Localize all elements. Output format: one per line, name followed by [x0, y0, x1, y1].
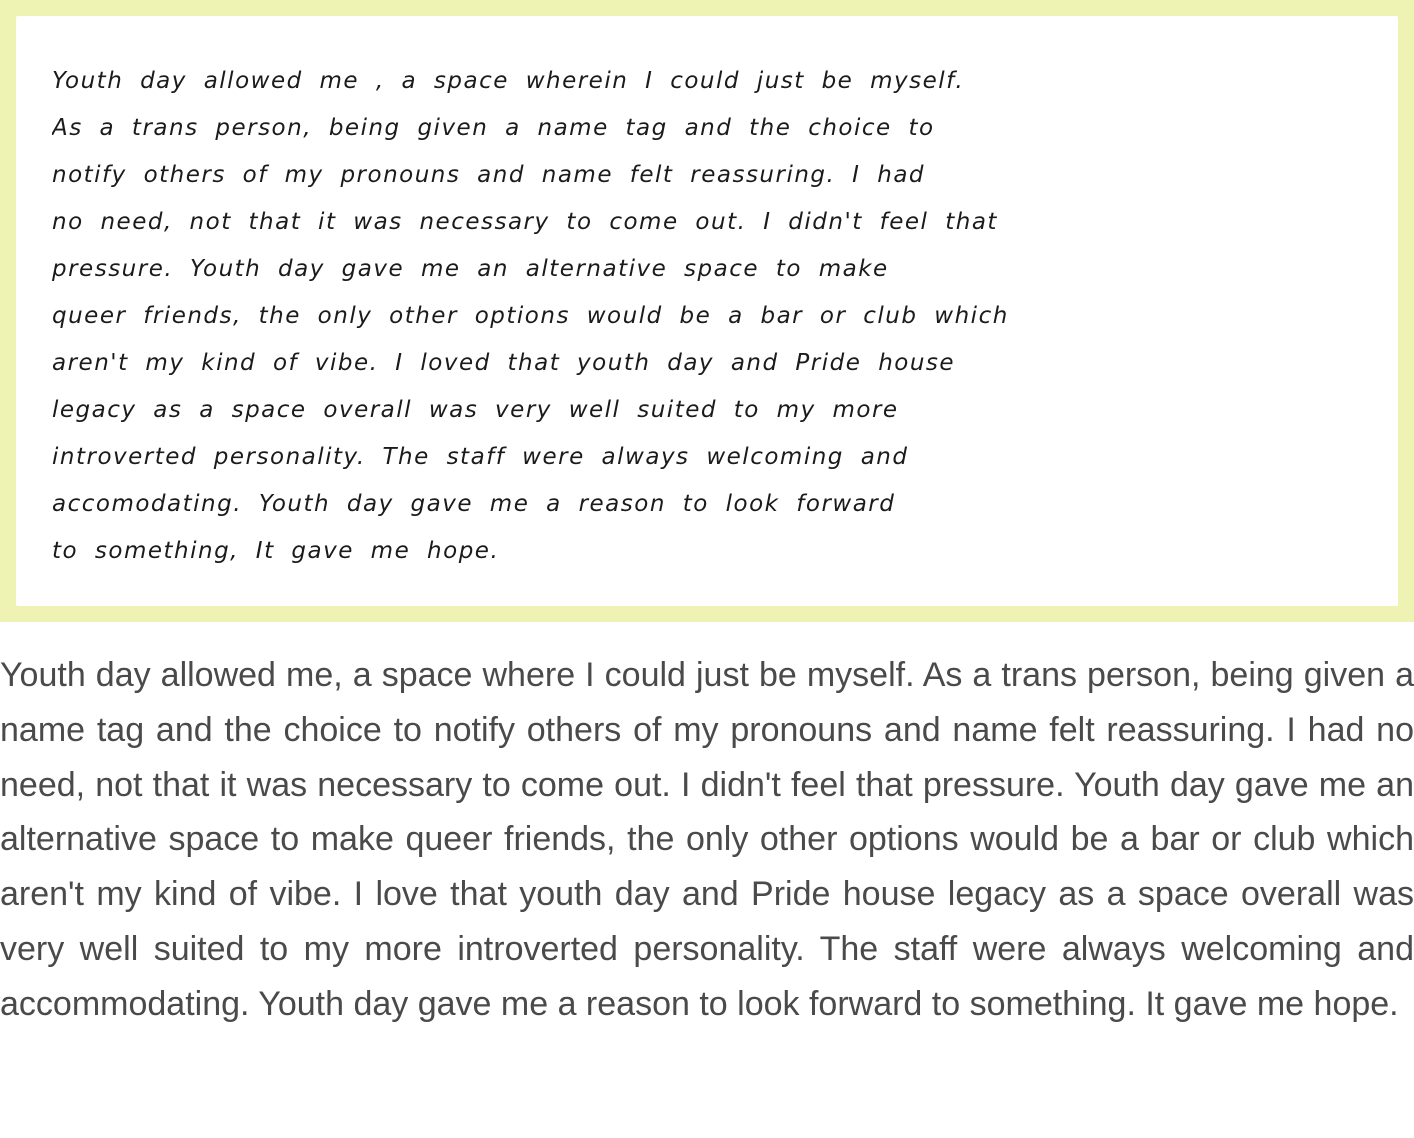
handwritten-line-10: accomodating. Youth day gave me a reason to look forward	[52, 491, 896, 517]
handwritten-line-4: no need, not that it was necessary to come out. I didn't feel that	[52, 209, 998, 235]
handwritten-line-2: As a trans person, being given a name tag and the choice to	[52, 115, 935, 141]
handwritten-line-3: notify others of my pronouns and name felt reassuring. I had	[52, 162, 926, 188]
handwritten-line-8: legacy as a space overall was very well suited to my more	[52, 397, 899, 423]
handwritten-line-9: introverted personality. The staff were always welcoming and	[52, 444, 909, 470]
handwritten-line-7: aren't my kind of vibe. I loved that youth day and Pride house	[52, 350, 956, 376]
handwritten-line-6: queer friends, the only other options would be a bar or club which	[52, 303, 1009, 329]
handwritten-line-1: Youth day allowed me , a space wherein I could just be myself.	[52, 68, 965, 94]
handwritten-line-5: pressure. Youth day gave me an alternative space to make	[52, 256, 889, 282]
handwritten-line-11: to something, It gave me hope.	[52, 538, 500, 564]
handwritten-note-card	[16, 16, 1398, 606]
transcription-paragraph: Youth day allowed me, a space where I could just be myself. As a trans person, being given a name tag and the choice to notify others of my pronouns and name felt reassuring. I had no need, not that it was necessary to come out. I didn't feel that pressure. Youth day gave me an alternative space to make queer friends, the only other options would be a bar or club which aren't my kind of vibe. I love that youth day and Pride house legacy as a space overall was very well suited to my more introverted personality. The staff were always welcoming and accommodating. Youth day gave me a reason to look forward to something. It gave me hope.	[0, 656, 1414, 1023]
